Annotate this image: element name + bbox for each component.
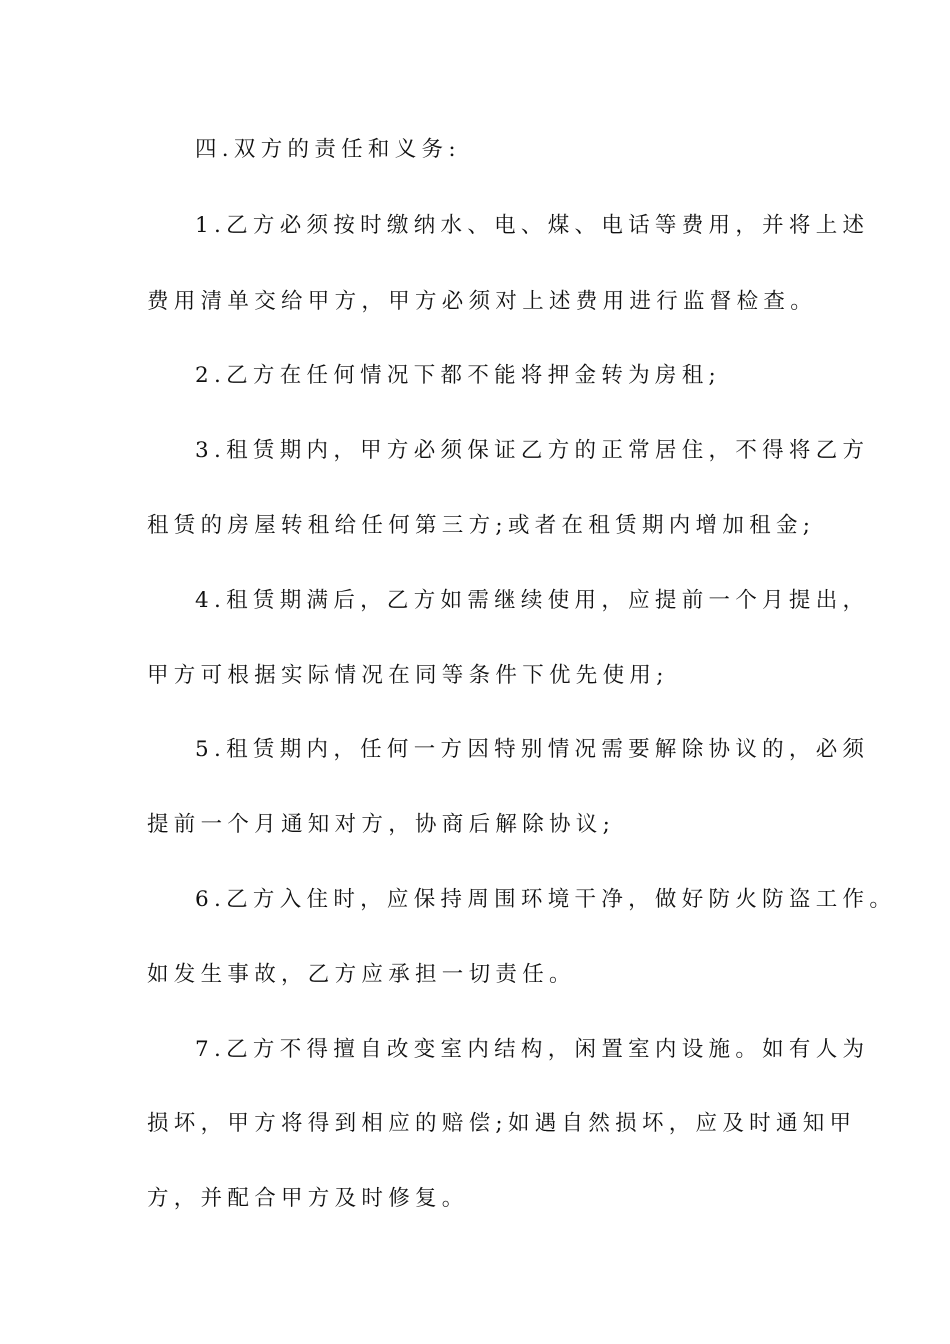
clause-7-line-2: 损坏，甲方将得到相应的赔偿;如遇自然损坏，应及时通知甲 (147, 1111, 857, 1136)
clause-3-line-2: 租赁的房屋转租给任何第三方;或者在租赁期内增加租金; (147, 513, 816, 538)
clause-3-line-1: 3.租赁期内，甲方必须保证乙方的正常居住，不得将乙方 (195, 438, 870, 463)
section-heading: 四.双方的责任和义务: (195, 137, 461, 162)
clause-6-line-1: 6.乙方入住时，应保持周围环境干净，做好防火防盗工作。 (195, 887, 897, 912)
clause-6-line-2: 如发生事故，乙方应承担一切责任。 (147, 962, 576, 987)
clause-7-line-1: 7.乙方不得擅自改变室内结构，闲置室内设施。如有人为 (195, 1037, 870, 1062)
clause-1-line-1: 1.乙方必须按时缴纳水、电、煤、电话等费用，并将上述 (195, 213, 870, 238)
clause-2-line-1: 2.乙方在任何情况下都不能将押金转为房租; (195, 363, 722, 388)
clause-5-line-1: 5.租赁期内，任何一方因特别情况需要解除协议的，必须 (195, 737, 870, 762)
clause-4-line-2: 甲方可根据实际情况在同等条件下优先使用; (147, 663, 669, 688)
clause-7-line-3: 方，并配合甲方及时修复。 (147, 1186, 469, 1211)
clause-5-line-2: 提前一个月通知对方，协商后解除协议; (147, 812, 616, 837)
clause-4-line-1: 4.租赁期满后，乙方如需继续使用，应提前一个月提出， (195, 588, 870, 613)
clause-1-line-2: 费用清单交给甲方，甲方必须对上述费用进行监督检查。 (147, 289, 818, 314)
